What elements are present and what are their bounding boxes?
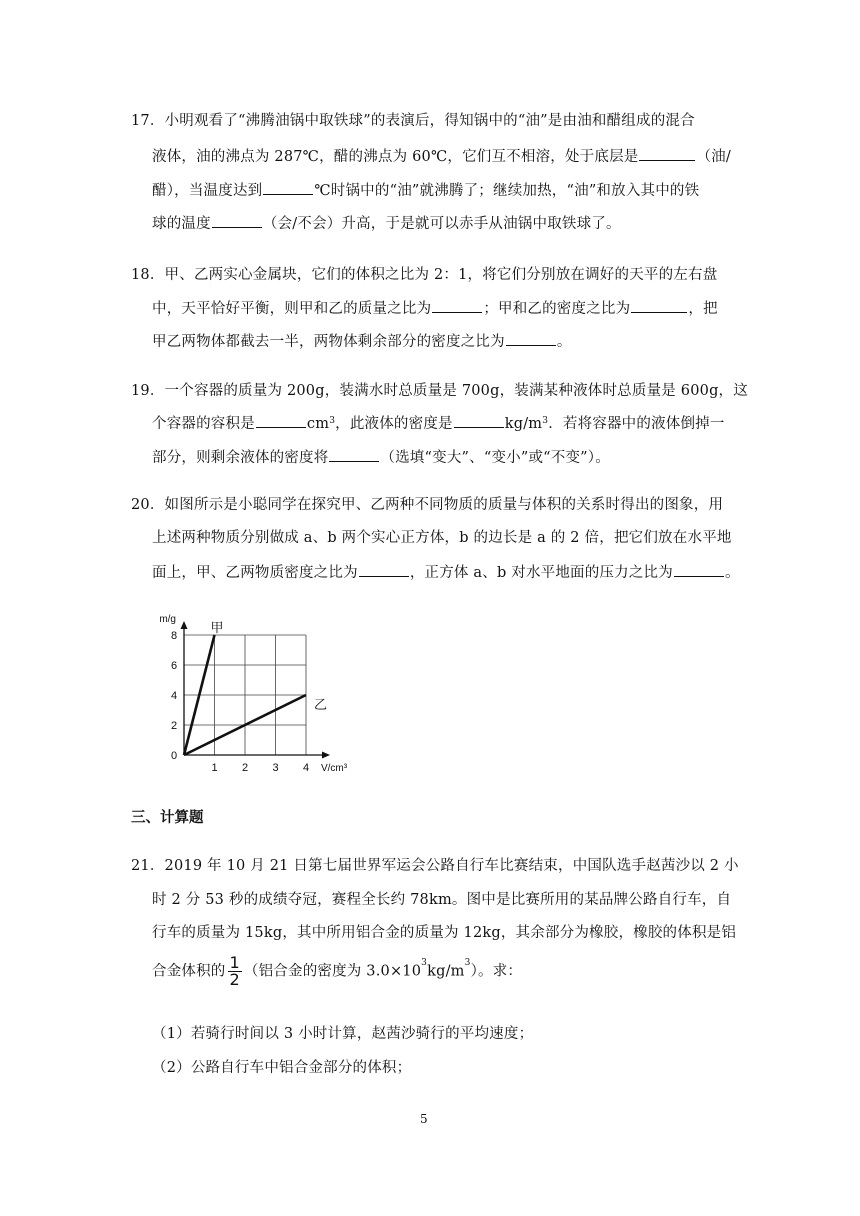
q21-sub1: （1）若骑行时间以 3 小时计算，赵茜沙骑行的平均速度；: [152, 1026, 534, 1042]
answer-blank[interactable]: [432, 298, 482, 313]
q17-line4: 球的温度 （会/不会）升高，于是就可以赤手从油锅中取铁球了。: [152, 213, 621, 234]
q17-line1: 17．小明观看了“沸腾油锅中取铁球”的表演后，得知锅中的“油”是由油和醋组成的混合: [131, 113, 695, 129]
q18-line2: 中，天平恰好平衡，则甲和乙的质量之比为 ；甲和乙的密度之比为 ，把: [152, 298, 718, 319]
x-axis-label: V/cm³: [320, 763, 348, 774]
y-axis-arrow: [181, 621, 188, 629]
answer-blank[interactable]: [506, 331, 556, 346]
answer-blank[interactable]: [256, 413, 306, 428]
y-axis-label: m/g: [159, 614, 176, 625]
q21-line2: 时 2 分 53 秒的成绩夺冠，赛程全长约 78km。图中是比赛所用的某品牌公路自行车，自: [152, 892, 732, 908]
q19-line1: 19．一个容器的质量为 200g，装满水时总质量是 700g，装满某种液体时总质量是 600g，这: [131, 383, 748, 399]
origin-label: 0: [170, 750, 178, 762]
y-tick-label: 4: [170, 690, 178, 702]
answer-blank[interactable]: [212, 213, 262, 228]
answer-blank[interactable]: [263, 180, 313, 195]
section-title: 三、计算题: [131, 810, 204, 826]
answer-blank[interactable]: [329, 447, 379, 462]
answer-blank[interactable]: [631, 298, 687, 313]
x-tick-label: 4: [302, 762, 310, 774]
q19-line3: 部分，则剩余液体的密度将 （选填“变大”、“变小”或“不变”）。: [152, 447, 610, 468]
series-label: 乙: [314, 697, 328, 712]
y-tick-label: 6: [170, 660, 178, 672]
fraction-half: $\frac{1}{2}$: [229, 953, 240, 989]
series-line: [184, 695, 306, 755]
answer-blank[interactable]: [359, 562, 409, 577]
q20-line2: 上述两种物质分别做成 a、b 两个实心正方体，b 的边长是 a 的 2 倍，把它们放在水平地: [152, 530, 732, 546]
series-line: [184, 635, 215, 755]
answer-blank[interactable]: [454, 413, 504, 428]
chart-series: [184, 635, 306, 755]
x-tick-label: 3: [272, 762, 279, 774]
q17-line3: 醋），当温度达到 ℃时锅中的“油”就沸腾了；继续加热，“油”和放入其中的铁: [152, 180, 699, 201]
x-tick-label: 2: [241, 762, 249, 774]
y-tick-label: 8: [170, 630, 178, 642]
q21-line4: 合金体积的 $\frac{1}{2}$ （铝合金的密度为 $3.0\times 10^3kg/m^3$）。求：: [152, 953, 523, 989]
q20-line3: 面上，甲、乙两物质密度之比为 ，正方体 a、b 对水平地面的压力之比为 。: [152, 562, 740, 583]
chart-axes: [181, 621, 331, 759]
answer-blank[interactable]: [674, 562, 724, 577]
q21-line3: 行车的质量为 15kg，其中所用铝合金的质量为 12kg，其余部分为橡胶，橡胶的体积是铝: [152, 925, 737, 941]
x-tick-label: 1: [211, 762, 218, 774]
q18-line1: 18．甲、乙两实心金属块，它们的体积之比为 2：1，将它们分别放在调好的天平的左右盘: [131, 267, 718, 283]
q18-line3: 甲乙两物体都截去一半，两物体剩余部分的密度之比为 。: [152, 331, 572, 352]
q20-line1: 20．如图所示是小聪同学在探究甲、乙两种不同物质的质量与体积的关系时得出的图象，用: [131, 497, 724, 513]
chart-grid: [184, 635, 306, 755]
x-axis-arrow: [322, 752, 330, 759]
chart-labels: [159, 614, 347, 774]
q21-sub2: （2）公路自行车中铝合金部分的体积；: [152, 1060, 412, 1076]
q19-line2: 个容器的容积是 $cm^3$，此液体的密度是 $kg/m^3$．若将容器中的液体倒掉一: [152, 413, 725, 434]
page-number: 5: [420, 1112, 428, 1126]
q17-line2: 液体，油的沸点为 287℃，醋的沸点为 60℃，它们互不相溶，处于底层是 （油/: [152, 146, 731, 167]
series-label: 甲: [210, 620, 224, 635]
answer-blank[interactable]: [639, 146, 695, 161]
y-tick-label: 2: [170, 720, 178, 732]
q21-line1: 21．2019 年 10 月 21 日第七届世界军运会公路自行车比赛结束，中国队选手赵茜沙以 2 小: [131, 858, 739, 874]
